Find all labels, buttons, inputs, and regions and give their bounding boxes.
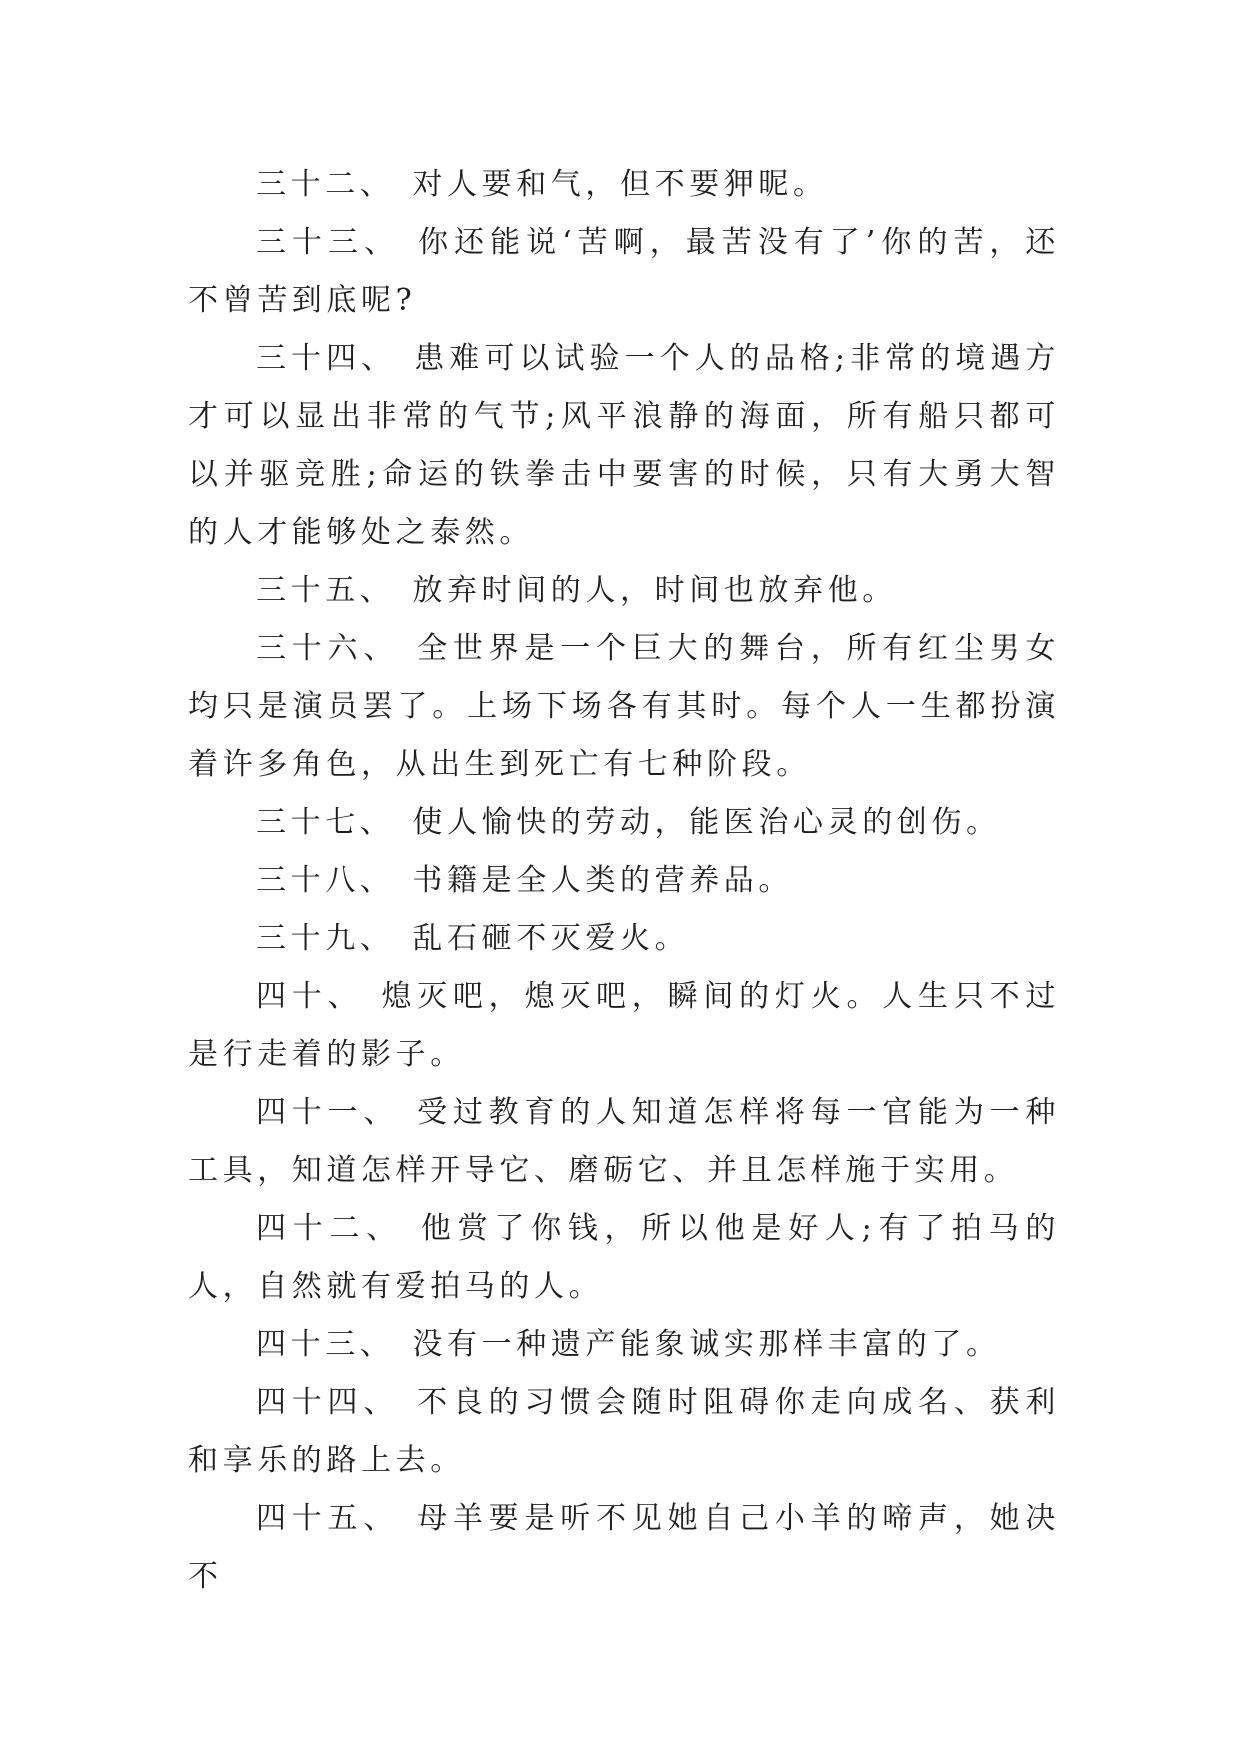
item-text: 患难可以试验一个人的品格;非常的境遇方才可以显出非常的气节;风平浪静的海面，所有船只都可以并驱竞胜;命运的铁拳击中要害的时候，只有大勇大智的人才能够处之泰然。	[188, 341, 1060, 550]
item-text: 书籍是全人类的营养品。	[412, 863, 794, 898]
quote-list	[188, 156, 1060, 1606]
list-item	[188, 1490, 1060, 1606]
item-text: 受过教育的人知道怎样将每一官能为一种工具，知道怎样开导它、磨砺它、并且怎样施于实用。	[188, 1095, 1060, 1188]
item-number: 三十七、	[256, 805, 395, 840]
list-item	[188, 852, 1060, 910]
item-number: 四十四、	[256, 1385, 400, 1420]
item-number: 四十五、	[256, 1501, 400, 1536]
list-item	[188, 1316, 1060, 1374]
item-number: 三十二、	[256, 167, 395, 202]
list-item	[188, 620, 1060, 794]
list-item	[188, 156, 1060, 214]
list-item	[188, 910, 1060, 968]
list-item	[188, 1200, 1060, 1316]
item-number: 三十三、	[256, 225, 401, 260]
item-number: 三十八、	[256, 863, 395, 898]
item-text: 你还能说‘苦啊，最苦没有了’你的苦，还不曾苦到底呢?	[188, 225, 1060, 318]
item-text: 放弃时间的人，时间也放弃他。	[412, 573, 897, 608]
item-text: 全世界是一个巨大的舞台，所有红尘男女均只是演员罢了。上场下场各有其时。每个人一生都扮演着许多角色，从出生到死亡有七种阶段。	[188, 631, 1060, 782]
list-item	[188, 968, 1060, 1084]
item-text: 乱石砸不灭爱火。	[412, 921, 690, 956]
item-text: 对人要和气，但不要狎昵。	[412, 167, 828, 202]
item-number: 三十九、	[256, 921, 395, 956]
list-item	[188, 330, 1060, 562]
list-item	[188, 1374, 1060, 1490]
item-text: 不良的习惯会随时阻碍你走向成名、获利和享乐的路上去。	[188, 1385, 1060, 1478]
item-number: 四十、	[256, 979, 364, 1014]
list-item	[188, 214, 1060, 330]
item-number: 四十一、	[256, 1095, 400, 1130]
list-item	[188, 1084, 1060, 1200]
item-number: 四十三、	[256, 1327, 395, 1362]
item-text: 没有一种遗产能象诚实那样丰富的了。	[412, 1327, 1001, 1362]
item-text: 母羊要是听不见她自己小羊的啼声，她决不	[188, 1501, 1060, 1594]
item-number: 三十五、	[256, 573, 395, 608]
item-number: 四十二、	[256, 1211, 403, 1246]
list-item	[188, 794, 1060, 852]
item-number: 三十六、	[256, 631, 400, 666]
item-text: 使人愉快的劳动，能医治心灵的创伤。	[412, 805, 1001, 840]
item-text: 他赏了你钱，所以他是好人;有了拍马的人，自然就有爱拍马的人。	[188, 1211, 1060, 1304]
item-number: 三十四、	[256, 341, 397, 376]
item-text: 熄灭吧，熄灭吧，瞬间的灯火。人生只不过是行走着的影子。	[188, 979, 1060, 1072]
list-item	[188, 562, 1060, 620]
